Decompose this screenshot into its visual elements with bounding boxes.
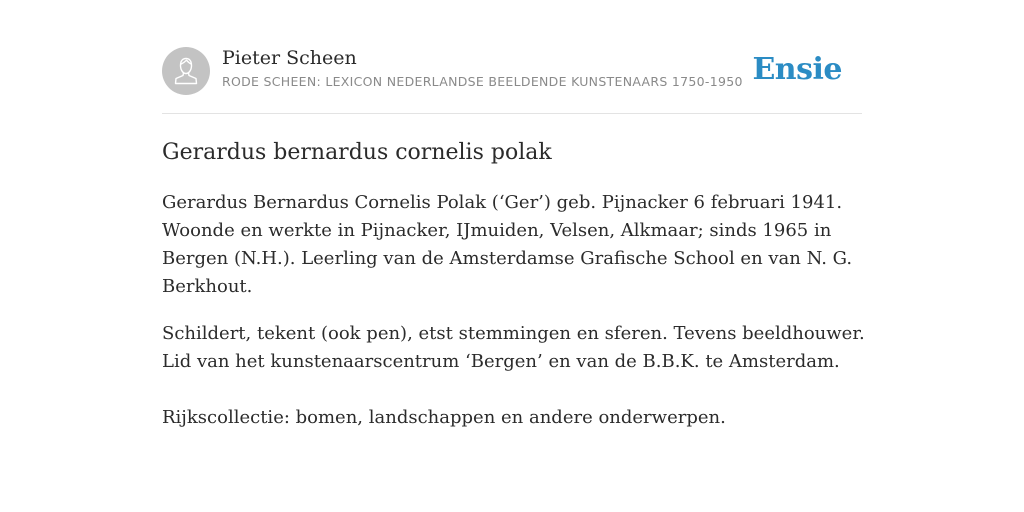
article-body bbox=[162, 189, 872, 432]
article-paragraph: Schildert, tekent (ook pen), etst stemmingen en sferen. Tevens beeldhouwer. Lid van het kunstenaarscentrum ‘Bergen’ en van de B.B.K. te Amsterdam. bbox=[162, 323, 865, 372]
user-silhouette-icon bbox=[162, 47, 210, 95]
header-divider bbox=[162, 113, 862, 114]
article-paragraph: Gerardus Bernardus Cornelis Polak (‘Ger’) geb. Pijnacker 6 februari 1941. Woonde en werkte in Pijnacker, IJmuiden, Velsen, Alkmaar; sinds 1965 in Bergen (N.H.). Leerling van de Amsterdamse Grafische School en van N. G. Berkhout. bbox=[162, 192, 853, 297]
ensie-logo[interactable]: Ensie bbox=[752, 52, 842, 87]
source-title[interactable]: RODE SCHEEN: LEXICON NEDERLANDSE BEELDENDE KUNSTENAARS 1750-1950 bbox=[222, 74, 743, 89]
article-title: Gerardus bernardus cornelis polak bbox=[162, 140, 552, 165]
author-name[interactable]: Pieter Scheen bbox=[222, 47, 357, 69]
author-avatar[interactable] bbox=[162, 47, 210, 95]
article-header bbox=[162, 46, 862, 96]
article-paragraph: Rijkscollectie: bomen, landschappen en andere onderwerpen. bbox=[162, 407, 726, 428]
